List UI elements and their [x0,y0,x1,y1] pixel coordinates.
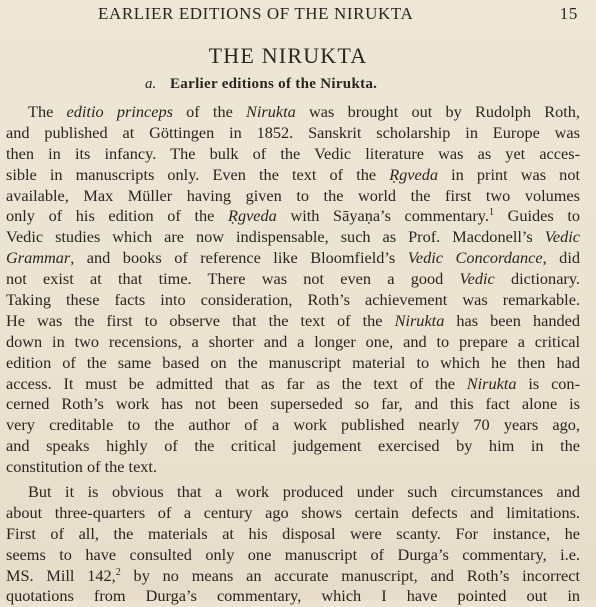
text-line: edition of the same based on the manuscript material to which he then had [6,352,580,372]
section-heading [145,76,377,93]
text-line: and published at Göttingen in 1852. Sanskrit scholarship in Europe was [6,122,580,142]
text-line: cerned Roth’s work has not been superseded so far, and this fact alone is [6,394,580,414]
text-line: very creditable to the author of a work published nearly 70 years ago, [6,415,580,435]
text-line: He was the first to observe that the text of the Nirukta has been handed [6,310,580,330]
body-text [6,102,580,607]
text-line: Vedic studies which are now indispensable, such as Prof. Macdonell’s Vedic [6,227,580,247]
text-line: quotations from Durga’s commentary, which I have pointed out in [6,586,580,606]
text-line: access. It must be admitted that as far as the text of the Nirukta is con- [6,373,580,393]
running-head [98,4,586,26]
paragraph-2 [6,482,580,607]
text-line: not exist at that time. There was not even a good Vedic dictionary. [6,269,580,289]
text-line: constitution of the text. [6,457,158,477]
text-line: then in its infancy. The bulk of the Vedic literature was as yet acces- [6,143,580,163]
text-line: But it is obvious that a work produced under such circumstances and [28,482,580,502]
text-line: The editio princeps of the Nirukta was brought out by Rudolph Roth, [28,102,580,121]
paragraph-1 [6,102,580,478]
text-line: Taking these facts into consideration, Roth’s achievement was remarkable. [6,290,580,310]
page-number: 15 [559,4,578,23]
running-head-title: EARLIER EDITIONS OF THE NIRUKTA [98,4,414,23]
text-line: down in two recensions, a shorter and a longer one, and to prepare a critical [6,331,580,351]
text-line: First of all, the materials at his disposal were scanty. For instance, he [6,523,580,543]
text-line: only of his edition of the Ṛgveda with Sāyaṇa’s commentary.$^1$ Guides to [6,206,580,226]
section-heading-text: Earlier editions of the Nirukta. [170,76,378,92]
text-line: seems to have consulted only one manuscript of Durga’s commentary, i.e. [6,544,580,564]
text-line: Grammar, and books of reference like Bloomfield’s Vedic Concordance, did [6,248,580,268]
text-line: and speaks highly of the critical judgement exercised by him in the [6,436,580,456]
text-line: MS. Mill 142,$^2$ by no means an accurate manuscript, and Roth’s incorrect [6,565,580,585]
chapter-title: THE NIRUKTA [208,43,368,68]
text-line: about three-quarters of a century ago shows certain defects and limitations. [6,502,580,522]
text-line: sible in manuscripts only. Even the text of the Ṛgveda in print was not [6,164,580,184]
section-letter: a. [145,76,157,92]
text-line: available, Max Müller having given to the world the first two volumes [6,185,580,205]
